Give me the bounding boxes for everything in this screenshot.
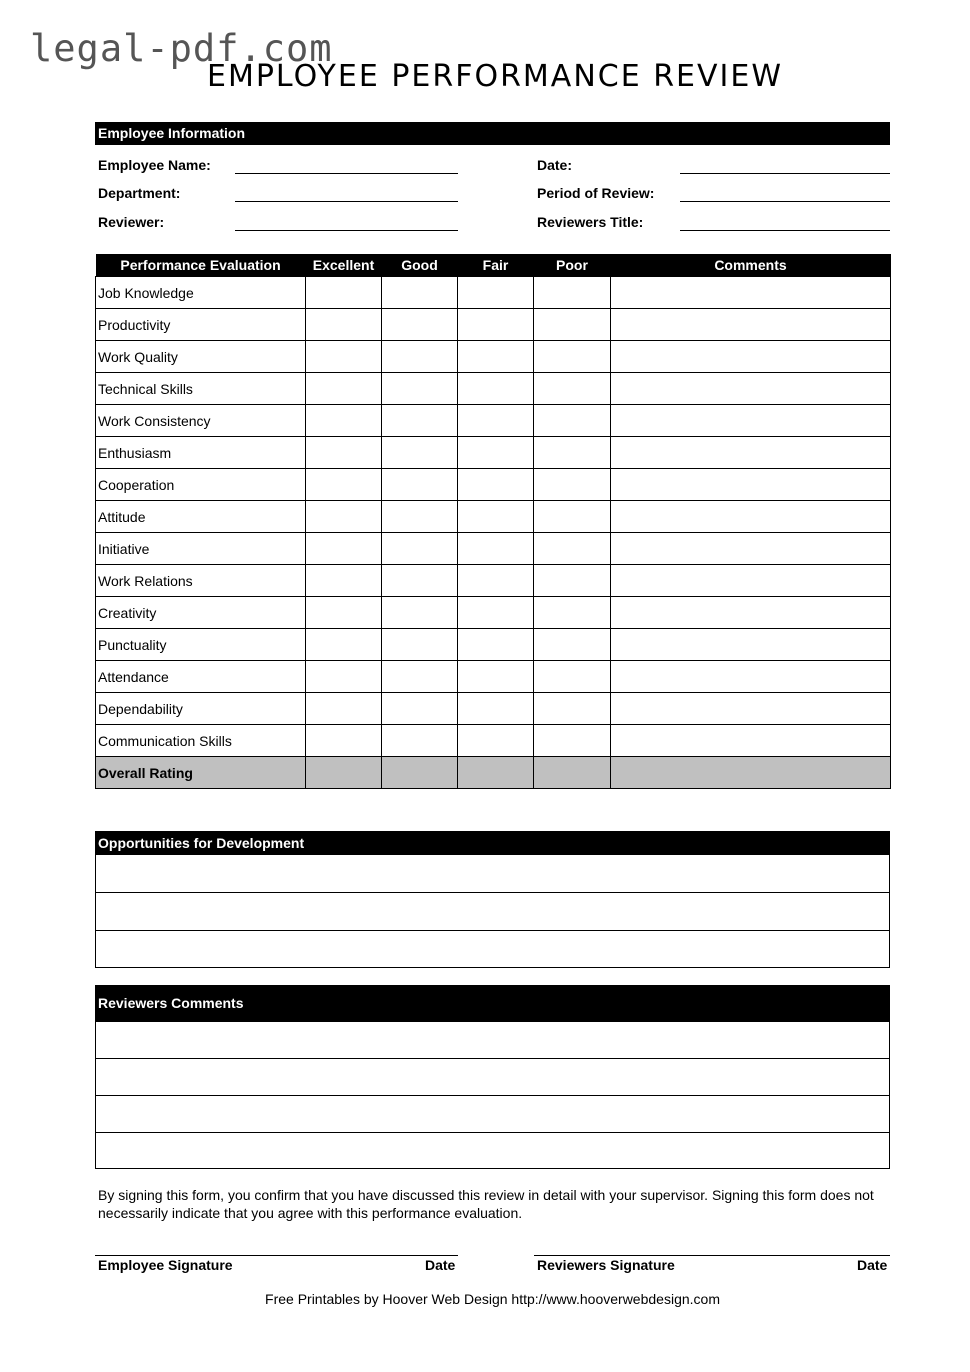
good-rating-cell[interactable]	[382, 309, 458, 341]
comments-cell[interactable]	[611, 341, 891, 373]
good-rating-cell[interactable]	[382, 469, 458, 501]
watermark: legal-pdf.com	[30, 27, 333, 70]
reviewer-date-label: Date	[857, 1257, 888, 1273]
poor-rating-cell[interactable]	[534, 501, 611, 533]
poor-rating-cell[interactable]	[534, 469, 611, 501]
evaluation-row	[96, 405, 891, 437]
poor-rating-cell[interactable]	[534, 405, 611, 437]
comments-cell[interactable]	[611, 565, 891, 597]
comments-cell[interactable]	[611, 437, 891, 469]
comments-cell[interactable]	[611, 533, 891, 565]
employee-info-header	[95, 122, 890, 145]
excellent-rating-cell[interactable]	[306, 757, 382, 789]
criterion-label: Dependability	[96, 693, 306, 725]
criterion-label: Communication Skills	[96, 725, 306, 757]
evaluation-row	[96, 341, 891, 373]
reviewer-comments-line[interactable]	[96, 1095, 889, 1132]
criterion-label: Punctuality	[96, 629, 306, 661]
excellent-rating-cell[interactable]	[306, 501, 382, 533]
employee-info-header-label: Employee Information	[98, 125, 246, 141]
excellent-rating-cell[interactable]	[306, 533, 382, 565]
criterion-label: Work Consistency	[96, 405, 306, 437]
column-header-poor: Poor	[534, 254, 611, 277]
poor-rating-cell[interactable]	[534, 309, 611, 341]
poor-rating-cell[interactable]	[534, 565, 611, 597]
comments-cell[interactable]	[611, 661, 891, 693]
employee-signature-line[interactable]	[95, 1255, 458, 1256]
fair-rating-cell[interactable]	[458, 661, 534, 693]
good-rating-cell[interactable]	[382, 629, 458, 661]
comments-cell[interactable]	[611, 757, 891, 789]
evaluation-row	[96, 693, 891, 725]
reviewer-label: Reviewer:	[98, 214, 165, 230]
good-rating-cell[interactable]	[382, 757, 458, 789]
development-box	[95, 855, 890, 968]
employee-name-field[interactable]	[235, 173, 458, 174]
column-header-good: Good	[382, 254, 458, 277]
excellent-rating-cell[interactable]	[306, 469, 382, 501]
date-field[interactable]	[680, 173, 890, 174]
reviewer-signature-label: Reviewers Signature	[537, 1257, 675, 1273]
poor-rating-cell[interactable]	[534, 597, 611, 629]
comments-cell[interactable]	[611, 373, 891, 405]
evaluation-row	[96, 597, 891, 629]
evaluation-row	[96, 725, 891, 757]
fair-rating-cell[interactable]	[458, 501, 534, 533]
reviewer-comments-box	[95, 1022, 890, 1169]
reviewer-comments-header	[95, 985, 890, 1022]
good-rating-cell[interactable]	[382, 437, 458, 469]
comments-cell[interactable]	[611, 309, 891, 341]
development-header	[95, 831, 890, 855]
excellent-rating-cell[interactable]	[306, 277, 382, 309]
reviewer-field[interactable]	[235, 230, 458, 231]
good-rating-cell[interactable]	[382, 693, 458, 725]
good-rating-cell[interactable]	[382, 597, 458, 629]
fair-rating-cell[interactable]	[458, 373, 534, 405]
reviewer-comments-line[interactable]	[96, 1058, 889, 1095]
overall-rating-row	[96, 757, 891, 789]
comments-cell[interactable]	[611, 725, 891, 757]
fair-rating-cell[interactable]	[458, 309, 534, 341]
department-label: Department:	[98, 185, 181, 201]
poor-rating-cell[interactable]	[534, 373, 611, 405]
reviewer-comments-header-label: Reviewers Comments	[98, 995, 244, 1011]
fair-rating-cell[interactable]	[458, 725, 534, 757]
poor-rating-cell[interactable]	[534, 757, 611, 789]
excellent-rating-cell[interactable]	[306, 341, 382, 373]
employee-date-label: Date	[425, 1257, 456, 1273]
poor-rating-cell[interactable]	[534, 341, 611, 373]
footer-credit: Free Printables by Hoover Web Design http://www.hooverwebdesign.com	[265, 1291, 720, 1307]
excellent-rating-cell[interactable]	[306, 565, 382, 597]
evaluation-row	[96, 469, 891, 501]
column-header-comments: Comments	[611, 254, 891, 277]
comments-cell[interactable]	[611, 629, 891, 661]
department-field[interactable]	[235, 201, 458, 202]
column-header-excellent: Excellent	[306, 254, 382, 277]
good-rating-cell[interactable]	[382, 501, 458, 533]
good-rating-cell[interactable]	[382, 533, 458, 565]
good-rating-cell[interactable]	[382, 373, 458, 405]
fair-rating-cell[interactable]	[458, 757, 534, 789]
period-of-review-label: Period of Review:	[537, 185, 655, 201]
fair-rating-cell[interactable]	[458, 693, 534, 725]
column-header-evaluation: Performance Evaluation	[96, 254, 306, 277]
criterion-label: Attitude	[96, 501, 306, 533]
fair-rating-cell[interactable]	[458, 533, 534, 565]
excellent-rating-cell[interactable]	[306, 725, 382, 757]
poor-rating-cell[interactable]	[534, 533, 611, 565]
good-rating-cell[interactable]	[382, 661, 458, 693]
criterion-label: Overall Rating	[96, 757, 306, 789]
good-rating-cell[interactable]	[382, 565, 458, 597]
date-label: Date:	[537, 157, 573, 173]
fair-rating-cell[interactable]	[458, 341, 534, 373]
reviewers-title-field[interactable]	[680, 230, 890, 231]
fair-rating-cell[interactable]	[458, 405, 534, 437]
poor-rating-cell[interactable]	[534, 661, 611, 693]
excellent-rating-cell[interactable]	[306, 693, 382, 725]
employee-name-label: Employee Name:	[98, 157, 211, 173]
evaluation-row	[96, 501, 891, 533]
poor-rating-cell[interactable]	[534, 437, 611, 469]
evaluation-row	[96, 277, 891, 309]
reviewer-signature-line[interactable]	[534, 1255, 890, 1256]
reviewer-comments-line[interactable]	[96, 1022, 889, 1058]
criterion-label: Attendance	[96, 661, 306, 693]
performance-evaluation-table	[95, 254, 891, 789]
development-line[interactable]	[96, 930, 889, 967]
good-rating-cell[interactable]	[382, 725, 458, 757]
evaluation-row	[96, 533, 891, 565]
fair-rating-cell[interactable]	[458, 277, 534, 309]
excellent-rating-cell[interactable]	[306, 597, 382, 629]
reviewer-comments-line[interactable]	[96, 1132, 889, 1168]
fair-rating-cell[interactable]	[458, 597, 534, 629]
good-rating-cell[interactable]	[382, 341, 458, 373]
comments-cell[interactable]	[611, 469, 891, 501]
excellent-rating-cell[interactable]	[306, 629, 382, 661]
poor-rating-cell[interactable]	[534, 277, 611, 309]
poor-rating-cell[interactable]	[534, 693, 611, 725]
criterion-label: Productivity	[96, 309, 306, 341]
criterion-label: Enthusiasm	[96, 437, 306, 469]
criterion-label: Cooperation	[96, 469, 306, 501]
period-of-review-field[interactable]	[680, 201, 890, 202]
excellent-rating-cell[interactable]	[306, 309, 382, 341]
evaluation-row	[96, 565, 891, 597]
good-rating-cell[interactable]	[382, 277, 458, 309]
criterion-label: Work Relations	[96, 565, 306, 597]
development-line[interactable]	[96, 855, 889, 892]
fair-rating-cell[interactable]	[458, 469, 534, 501]
poor-rating-cell[interactable]	[534, 725, 611, 757]
comments-cell[interactable]	[611, 597, 891, 629]
criterion-label: Job Knowledge	[96, 277, 306, 309]
reviewers-title-label: Reviewers Title:	[537, 214, 644, 230]
fair-rating-cell[interactable]	[458, 565, 534, 597]
poor-rating-cell[interactable]	[534, 629, 611, 661]
excellent-rating-cell[interactable]	[306, 405, 382, 437]
evaluation-row	[96, 661, 891, 693]
excellent-rating-cell[interactable]	[306, 437, 382, 469]
development-header-label: Opportunities for Development	[98, 835, 305, 851]
evaluation-row	[96, 437, 891, 469]
comments-cell[interactable]	[611, 693, 891, 725]
column-header-fair: Fair	[458, 254, 534, 277]
excellent-rating-cell[interactable]	[306, 661, 382, 693]
comments-cell[interactable]	[611, 405, 891, 437]
fair-rating-cell[interactable]	[458, 629, 534, 661]
comments-cell[interactable]	[611, 501, 891, 533]
evaluation-row	[96, 629, 891, 661]
criterion-label: Work Quality	[96, 341, 306, 373]
good-rating-cell[interactable]	[382, 405, 458, 437]
development-line[interactable]	[96, 892, 889, 930]
comments-cell[interactable]	[611, 277, 891, 309]
signing-notice: By signing this form, you confirm that you have discussed this review in detail with your supervisor. Signing this form does not necessarily indicate that you agree with this performance evaluation.	[98, 1187, 874, 1221]
evaluation-header-row	[96, 254, 891, 277]
criterion-label: Creativity	[96, 597, 306, 629]
criterion-label: Technical Skills	[96, 373, 306, 405]
criterion-label: Initiative	[96, 533, 306, 565]
excellent-rating-cell[interactable]	[306, 373, 382, 405]
fair-rating-cell[interactable]	[458, 437, 534, 469]
employee-signature-label: Employee Signature	[98, 1257, 233, 1273]
evaluation-row	[96, 309, 891, 341]
page-title: EMPLOYEE PERFORMANCE REVIEW	[207, 59, 783, 94]
evaluation-row	[96, 373, 891, 405]
